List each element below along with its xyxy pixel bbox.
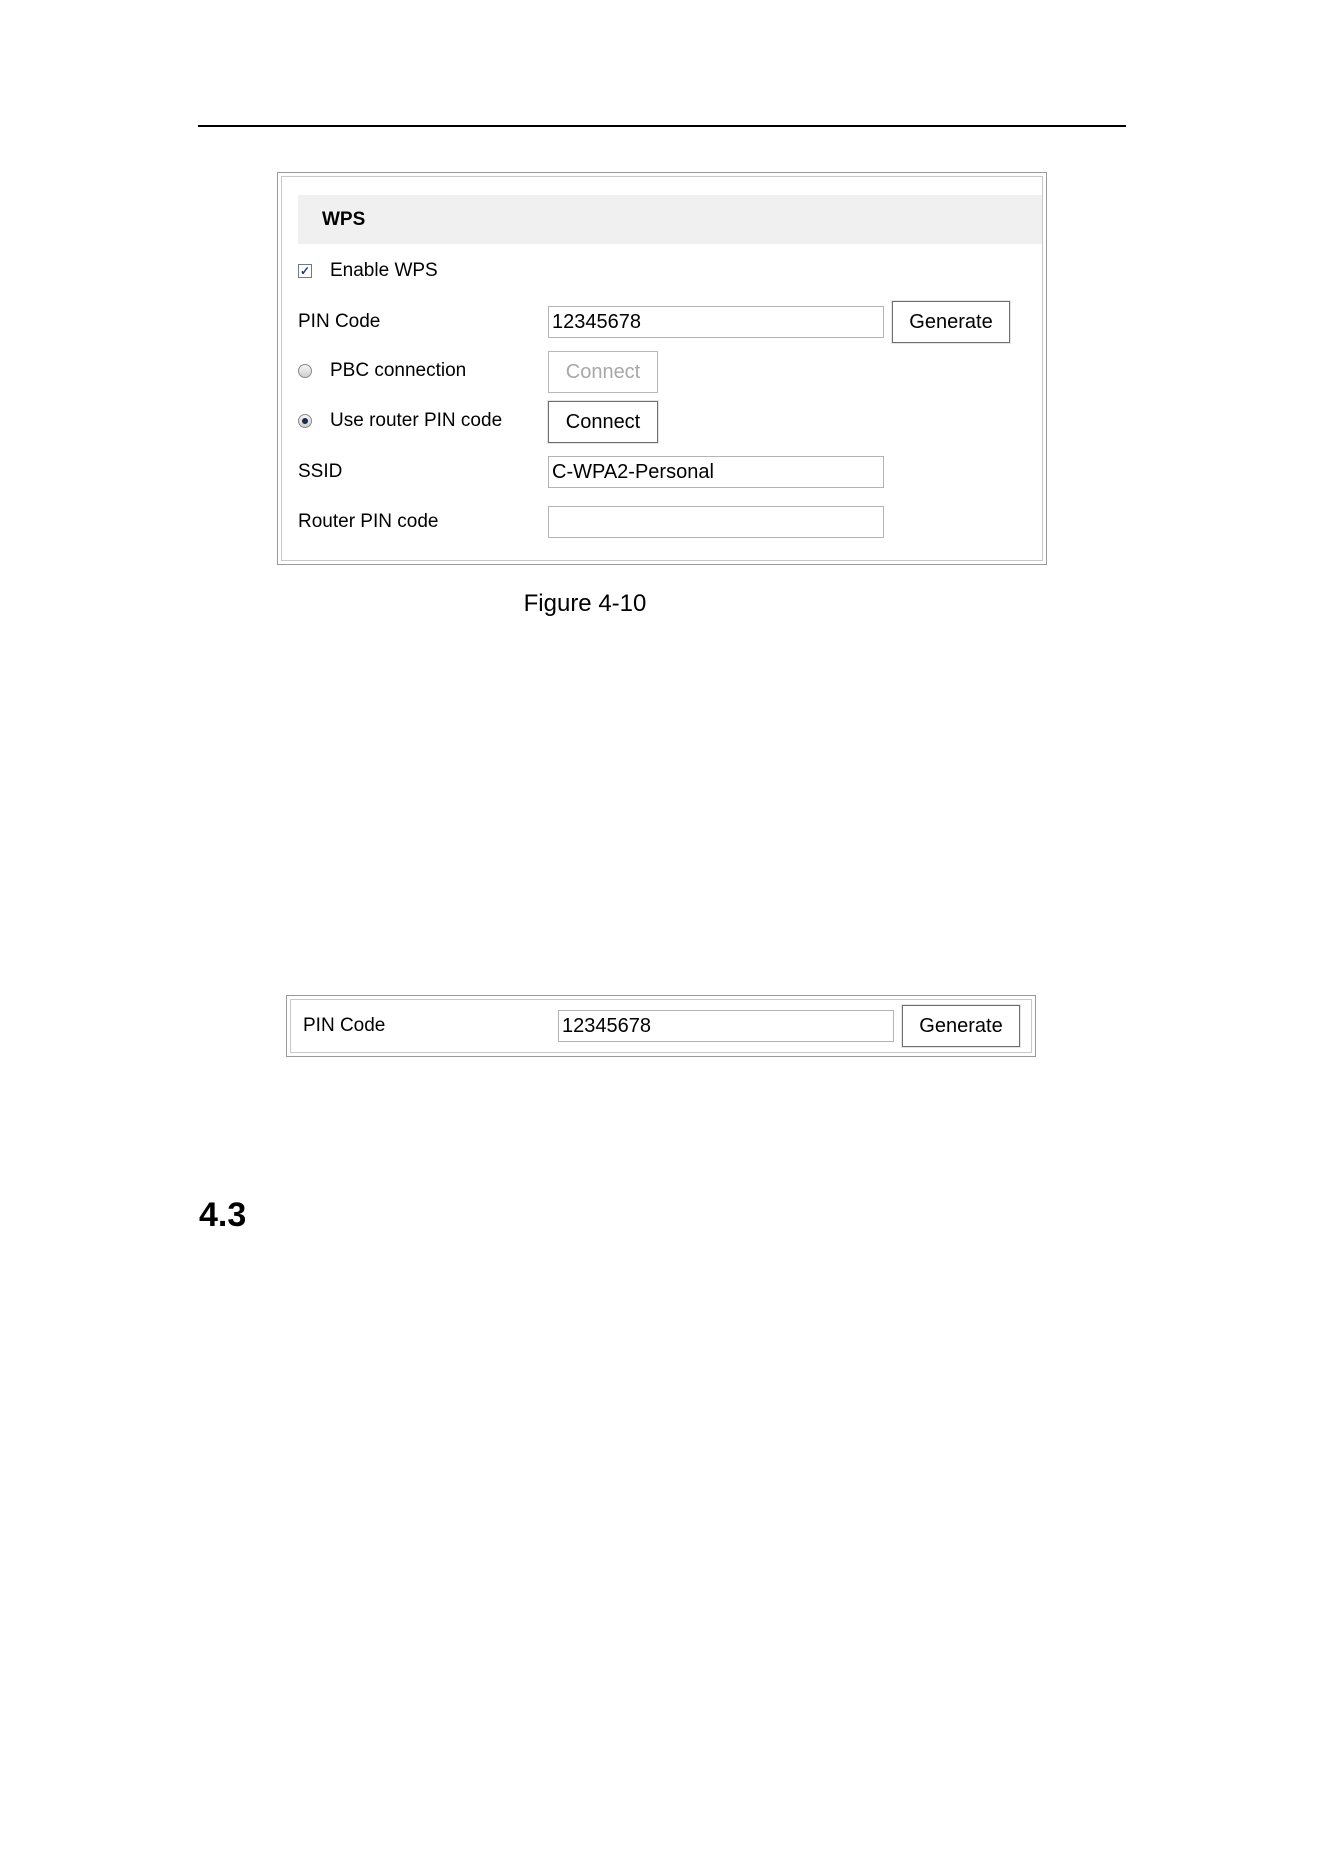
pin-panel	[290, 999, 1032, 1053]
ssid-label: SSID	[298, 461, 343, 482]
enable-wps-checkbox[interactable]: ✓	[299, 264, 311, 278]
router-pin-connect-button[interactable]: Connect	[548, 401, 658, 443]
pin-panel-label: PIN Code	[303, 1015, 386, 1036]
pin-panel-input[interactable]	[558, 1010, 894, 1042]
router-pin-code-label: Router PIN code	[298, 511, 439, 532]
ssid-input[interactable]	[548, 456, 884, 488]
pin-code-input[interactable]	[548, 306, 884, 338]
wps-figure	[277, 172, 1047, 565]
pbc-connection-radio[interactable]	[298, 364, 312, 378]
enable-wps-label: Enable WPS	[330, 260, 438, 281]
pin-panel-generate-button[interactable]: Generate	[902, 1005, 1020, 1047]
router-pin-code-input[interactable]	[548, 506, 884, 538]
pbc-connection-label: PBC connection	[330, 360, 467, 381]
pin-code-label: PIN Code	[298, 311, 381, 332]
router-pin-radio[interactable]	[298, 414, 312, 428]
section-heading: 4.3	[199, 1196, 247, 1234]
pbc-connect-button[interactable]: Connect	[548, 351, 658, 393]
wps-panel	[281, 176, 1043, 561]
router-pin-label: Use router PIN code	[330, 410, 503, 431]
generate-button[interactable]: Generate	[892, 301, 1010, 343]
pin-figure	[286, 995, 1036, 1057]
header-rule	[198, 125, 1126, 127]
figure-caption: Figure 4-10	[523, 590, 647, 617]
wps-header: WPS	[298, 195, 1042, 244]
